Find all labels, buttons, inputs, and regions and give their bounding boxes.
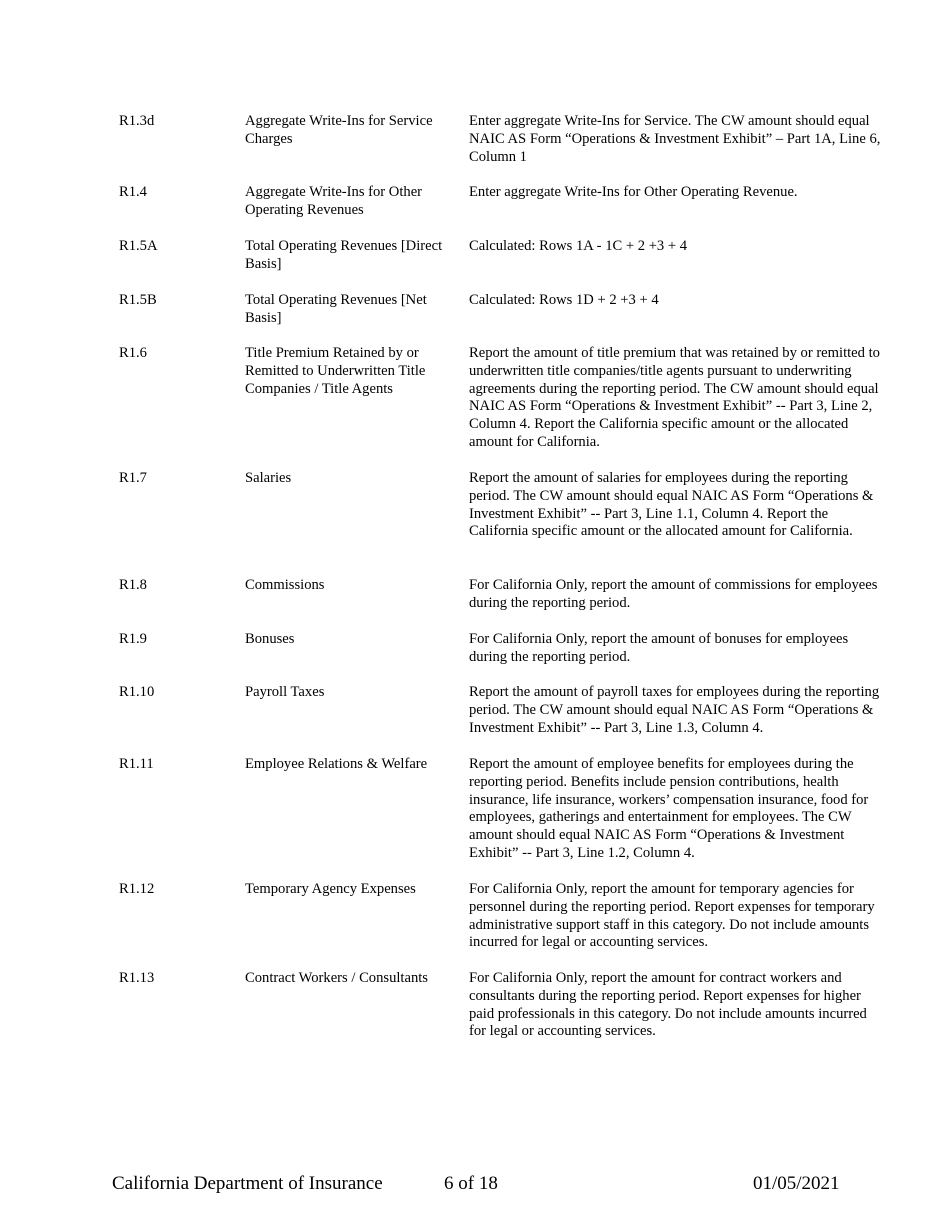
row-label: Temporary Agency Expenses	[245, 881, 416, 897]
row-code: R1.3d	[119, 113, 155, 129]
row-description: Calculated: Rows 1D + 2 +3 + 4	[469, 292, 659, 308]
row-description: For California Only, report the amount for temporary agencies for personnel during the reporting period. Report expenses for temporary administrative support staff in this category. Do not include amounts incurred for legal or accounting services.	[469, 881, 875, 951]
row-label: Title Premium Retained by or Remitted to Underwritten Title Companies / Title Agents	[245, 345, 426, 397]
row-code: R1.7	[119, 470, 147, 486]
row-code: R1.13	[119, 970, 155, 986]
row-label: Aggregate Write-Ins for Other Operating Revenues	[245, 184, 423, 218]
row-description: For California Only, report the amount of bonuses for employees during the reporting period.	[469, 631, 849, 665]
row-description: Enter aggregate Write-Ins for Service. The CW amount should equal NAIC AS Form “Operations & Investment Exhibit” – Part 1A, Line 6, Column 1	[469, 113, 881, 165]
row-description: Calculated: Rows 1A - 1C + 2 +3 + 4	[469, 238, 688, 254]
row-code: R1.10	[119, 684, 155, 700]
footer-organization: California Department of Insurance	[112, 1173, 383, 1194]
row-code: R1.12	[119, 881, 155, 897]
row-label: Employee Relations & Welfare	[245, 756, 428, 772]
row-description: Report the amount of title premium that was retained by or remitted to underwritten title companies/title agents pursuant to underwriting agreements during the reporting period. The CW amount should equal NAIC AS Form “Operations & Investment Exhibit” -- Part 3, Line 2, Column 4. Report the California specific amount or the allocated amount for California.	[469, 345, 880, 450]
row-code: R1.4	[119, 184, 147, 200]
row-label: Salaries	[245, 470, 292, 486]
row-description: Enter aggregate Write-Ins for Other Operating Revenue.	[469, 184, 798, 200]
row-label: Aggregate Write-Ins for Service Charges	[245, 113, 433, 147]
row-code: R1.5A	[119, 238, 158, 254]
row-label: Contract Workers / Consultants	[245, 970, 428, 986]
footer-page-number: 6 of 18	[444, 1173, 498, 1194]
row-code: R1.11	[119, 756, 154, 772]
row-code: R1.8	[119, 577, 147, 593]
row-label: Total Operating Revenues [Net Basis]	[245, 292, 427, 326]
row-description: Report the amount of payroll taxes for employees during the reporting period. The CW amount should equal NAIC AS Form “Operations & Investment Exhibit” -- Part 3, Line 1.3, Column 4.	[469, 684, 880, 736]
row-description: For California Only, report the amount of commissions for employees during the reporting period.	[469, 577, 878, 611]
row-description: For California Only, report the amount for contract workers and consultants during the reporting period. Report expenses for higher paid professionals in this category. Do not include amounts incurred for legal or accounting services.	[469, 970, 867, 1040]
row-code: R1.5B	[119, 292, 157, 308]
row-label: Commissions	[245, 577, 325, 593]
row-description: Report the amount of employee benefits for employees during the reporting period. Benefits include pension contributions, health insurance, life insurance, workers’ compensation insurance, food for employees, gatherings and entertainment for employees. The CW amount should equal NAIC AS Form “Operations & Investment Exhibit” -- Part 3, Line 1.2, Column 4.	[469, 756, 869, 861]
footer-date: 01/05/2021	[753, 1173, 840, 1194]
row-label: Payroll Taxes	[245, 684, 325, 700]
row-description: Report the amount of salaries for employees during the reporting period. The CW amount should equal NAIC AS Form “Operations & Investment Exhibit” -- Part 3, Line 1.1, Column 4. Report the California specific amount or the allocated amount for California.	[469, 470, 874, 540]
row-label: Total Operating Revenues [Direct Basis]	[245, 238, 443, 272]
row-code: R1.6	[119, 345, 147, 361]
row-code: R1.9	[119, 631, 147, 647]
row-label: Bonuses	[245, 631, 295, 647]
